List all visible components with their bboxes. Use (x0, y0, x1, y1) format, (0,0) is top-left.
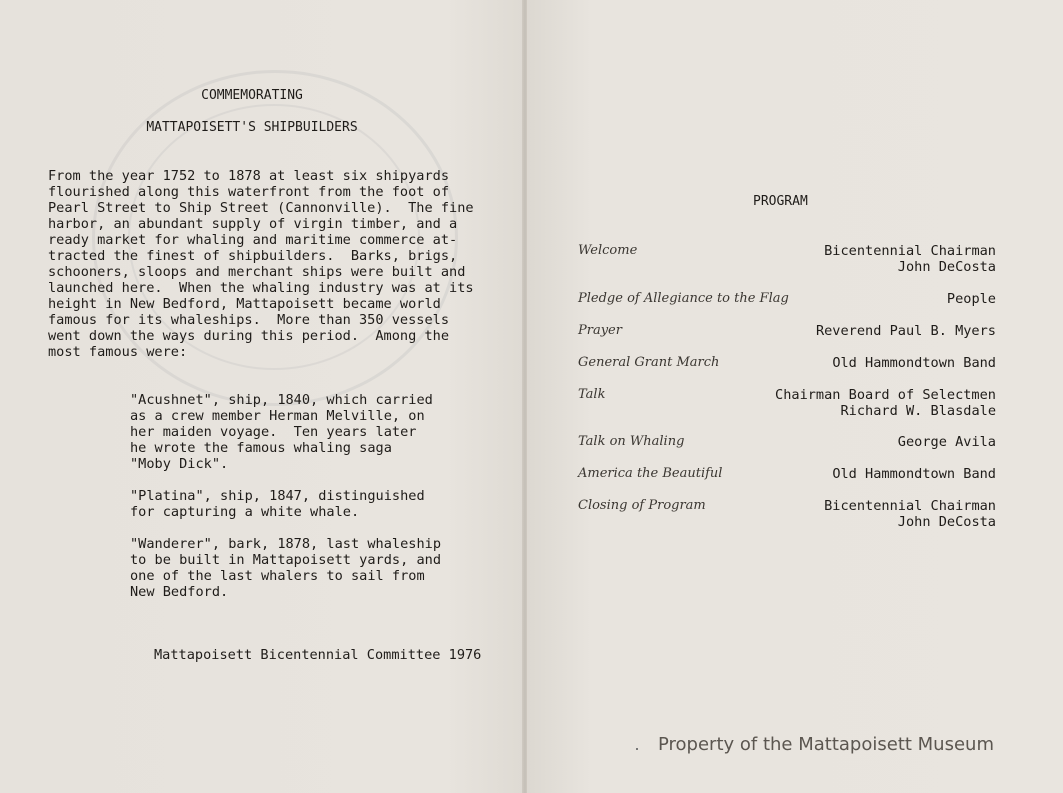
ship-acushnet-paragraph: "Acushnet", ship, 1840, which carried as a crew member Herman Melville, on her maiden voyage. Ten years later he wrote the famous whaling saga "Moby Dick". (130, 392, 433, 472)
program-event: Welcome (578, 243, 638, 258)
program-title: PROGRAM (753, 194, 808, 209)
program-event: America the Beautiful (578, 466, 723, 481)
heading-shipbuilders: MATTAPOISETT'S SHIPBUILDERS (146, 120, 358, 135)
museum-watermark: Property of the Mattapoisett Museum (658, 734, 994, 755)
heading-commemorating: COMMEMORATING (201, 88, 303, 103)
program-participant: Bicentennial Chairman John DeCosta (824, 498, 996, 530)
ship-platina-paragraph: "Platina", ship, 1847, distinguished for capturing a white whale. (130, 488, 425, 520)
left-page (0, 0, 524, 793)
intro-paragraph: From the year 1752 to 1878 at least six shipyards flourished along this waterfront from the foot of Pearl Street to Ship Street (Cannonville). The fine harbor, an abundant supply of virgin timber, and a ready market for whaling and maritime commerce at- tracted the finest of shipbuilders. Barks, brigs, schooners, sloops and merchant ships were built and launched here. When the whaling industry was at its height in New Bedford, Mattapoisett became world famous for its whaleships. More than 350 vessels went down the ways during this period. Among the most famous were: (48, 168, 474, 360)
program-participant: George Avila (897, 434, 996, 450)
speck-mark (636, 748, 638, 750)
ship-wanderer-paragraph: "Wanderer", bark, 1878, last whaleship to be built in Mattapoisett yards, and one of the last whalers to sail from New Bedford. (130, 536, 441, 600)
program-event: General Grant March (578, 355, 720, 370)
program-participant: Old Hammondtown Band (832, 466, 996, 482)
program-participant: Bicentennial Chairman John DeCosta (824, 243, 996, 275)
program-participant: Chairman Board of Selectmen Richard W. Blasdale (775, 387, 996, 419)
program-participant: Old Hammondtown Band (832, 355, 996, 371)
program-event: Pledge of Allegiance to the Flag (578, 291, 789, 306)
program-participant: Reverend Paul B. Myers (815, 323, 996, 339)
program-event: Talk on Whaling (578, 434, 685, 449)
program-event: Closing of Program (578, 498, 706, 513)
committee-signature: Mattapoisett Bicentennial Committee 1976 (154, 647, 482, 663)
program-event: Prayer (578, 323, 622, 338)
program-participant: People (946, 291, 996, 307)
program-event: Talk (578, 387, 606, 402)
